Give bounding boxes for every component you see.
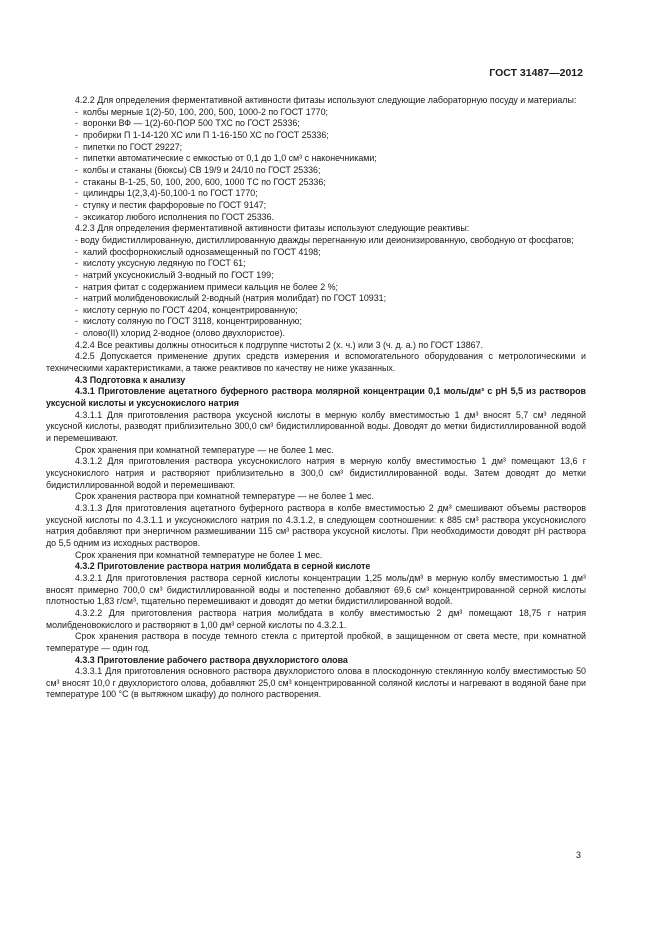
list-item: - натрий уксуснокислый 3-водный по ГОСТ 199; bbox=[75, 269, 274, 280]
paragraph-4-3-2-2: 4.3.2.2 Для приготовления раствора натрия молибдата в колбу вместимостью 2 дм³ помещают 18,75 г натрия молибденовокислого и растворяют в 1,00 дм³ серной кислоты по 4.3.2.1. bbox=[46, 607, 586, 630]
list-item: - воронки ВФ — 1(2)-60-ПОР 500 ТХС по ГОСТ 25336; bbox=[75, 118, 300, 129]
list-item: - натрия фитат с содержанием примеси кальция не более 2 %; bbox=[75, 281, 338, 292]
list-item: - колбы и стаканы (бюксы) СВ 19/9 и 24/10 по ГОСТ 25336; bbox=[75, 164, 321, 175]
list-item: - пипетки по ГОСТ 29227; bbox=[75, 141, 183, 152]
list-item: - натрий молибденовокислый 2-водный (натрия молибдат) по ГОСТ 10931; bbox=[75, 293, 387, 304]
storage-note: Срок хранения при комнатной температуре не более 1 мес. bbox=[75, 549, 323, 560]
list-item: - кислоту уксусную ледяную по ГОСТ 61; bbox=[75, 258, 246, 269]
paragraph-4-3-2-1: 4.3.2.1 Для приготовления раствора серной кислоты концентрации 1,25 моль/дм³ в мерную колбу вместимостью 1 дм³ вносят примерно 700,0 см³ бидистиллированной воды и постепенно добавляют 69,6 см³ концентрированной серной кислоты плотностью 1,83 г/см³, тщательно перемешивают и доводят до метки бидистиллированной водой. bbox=[46, 572, 586, 607]
paragraph-4-2-4: 4.2.4 Все реактивы должны относиться к подгруппе чистоты 2 (х. ч.) или 3 (ч. д. а.) по ГОСТ 13867. bbox=[75, 339, 483, 350]
heading-4-3: 4.3 Подготовка к анализу bbox=[75, 374, 186, 385]
heading-4-3-2: 4.3.2 Приготовление раствора натрия молибдата в серной кислоте bbox=[75, 561, 371, 572]
page-number: 3 bbox=[575, 850, 581, 860]
paragraph-4-3-1-1: 4.3.1.1 Для приготовления раствора уксусной кислоты в мерную колбу вместимостью 1 дм³ вносят 5,7 см³ ледяной уксусной кислоты, разводят приблизительно 300,0 см³ бидистиллированной воды. Доводят до метки бидистиллированной водой и перемешивают. bbox=[46, 409, 586, 444]
list-item: - эксикатор любого исполнения по ГОСТ 25336. bbox=[75, 211, 274, 222]
paragraph-4-2-3: 4.2.3 Для определения ферментативной активности фитазы используют следующие реактивы: bbox=[75, 223, 470, 234]
paragraph-4-3-1-3: 4.3.1.3 Для приготовления ацетатного буферного раствора в колбе вместимостью 2 дм³ смешивают объемы растворов уксусной кислоты по 4.3.1.1 и уксуснокислого натрия по 4.3.1.2, в следующем соотношении: к 885 см³ раствора уксуснокислого натрия добавляют при энергичном размешивании 115 см³ раствора уксусной кислоты. При необходимости доводят pH раствора до 5,5 одним из исходных растворов. bbox=[46, 502, 586, 548]
list-item: - калий фосфорнокислый однозамещенный по ГОСТ 4198; bbox=[75, 246, 321, 257]
storage-note: Срок хранения раствора при комнатной температуре — не более 1 мес. bbox=[75, 491, 374, 502]
list-item: - пробирки П 1-14-120 ХС или П 1-16-150 ХС по ГОСТ 25336; bbox=[75, 129, 329, 140]
list-item: - цилиндры 1(2,3,4)-50,100-1 по ГОСТ 1770; bbox=[75, 188, 258, 199]
reagents-list bbox=[46, 247, 586, 340]
storage-note: Срок хранения при комнатной температуре — не более 1 мес. bbox=[75, 444, 334, 455]
list-item: - кислоту соляную по ГОСТ 3118, концентрированную; bbox=[75, 316, 302, 327]
heading-4-3-1: 4.3.1 Приготовление ацетатного буферного раствора молярной концентрации 0,1 моль/дм³ с pH 5,5 из растворов уксусной кислоты и уксуснокислого натрия bbox=[46, 386, 586, 409]
paragraph-4-3-3-1: 4.3.3.1 Для приготовления основного раствора двухлористого олова в плоскодонную стеклянную колбу вместимостью 50 см³ вносят 10,0 г двухлористого олова, добавляют 25,0 см³ концентрированной соляной кислоты и нагревают в водяной бане при температуре 100 °С (в вытяжном шкафу) до полного растворения. bbox=[46, 666, 586, 700]
list-item: - олово(II) хлорид 2-водное (олово двухлористое). bbox=[75, 328, 285, 339]
storage-note: Срок хранения раствора в посуде темного стекла с притертой пробкой, в защищенном от света месте, при комнатной температуре — один год. bbox=[46, 631, 586, 653]
glassware-list bbox=[46, 107, 586, 224]
document-body bbox=[46, 95, 586, 701]
paragraph-4-2-5: 4.2.5 Допускается применение других средств измерения и вспомогательного оборудования с метрологическими и техническими характеристиками, а также реактивов по качеству не ниже указанных. bbox=[46, 351, 586, 374]
list-item: - пипетки автоматические с емкостью от 0,1 до 1,0 см³ с наконечниками; bbox=[75, 153, 377, 164]
paragraph-4-2-2: 4.2.2 Для определения ферментативной активности фитазы используют следующие лабораторную посуду и материалы: bbox=[75, 95, 577, 105]
list-item: - кислоту серную по ГОСТ 4204, концентрированную; bbox=[75, 304, 298, 315]
list-item: - ступку и пестик фарфоровые по ГОСТ 9147; bbox=[75, 199, 267, 210]
paragraph-4-3-1-2: 4.3.1.2 Для приготовления раствора уксуснокислого натрия в мерную колбу вместимостью 1 дм³ помещают 13,6 г уксуснокислого натрия и растворяют приблизительно в 300,0 см³ бидистиллированной воды. Затем доводят до метки бидистиллированной водой и перемешивают. bbox=[46, 456, 586, 490]
list-item: - стаканы В-1-25, 50, 100, 200, 600, 1000 ТС по ГОСТ 25336; bbox=[75, 176, 326, 187]
heading-4-3-3: 4.3.3 Приготовление рабочего раствора двухлористого олова bbox=[75, 654, 348, 665]
list-item: - колбы мерные 1(2)-50, 100, 200, 500, 1000-2 по ГОСТ 1770; bbox=[75, 106, 328, 117]
paragraph-water: - воду бидистиллированную, дистиллированную дважды перегнанную или деионизированную, свободную от фосфатов; bbox=[75, 234, 574, 245]
document-code-header: ГОСТ 31487—2012 bbox=[489, 67, 583, 79]
